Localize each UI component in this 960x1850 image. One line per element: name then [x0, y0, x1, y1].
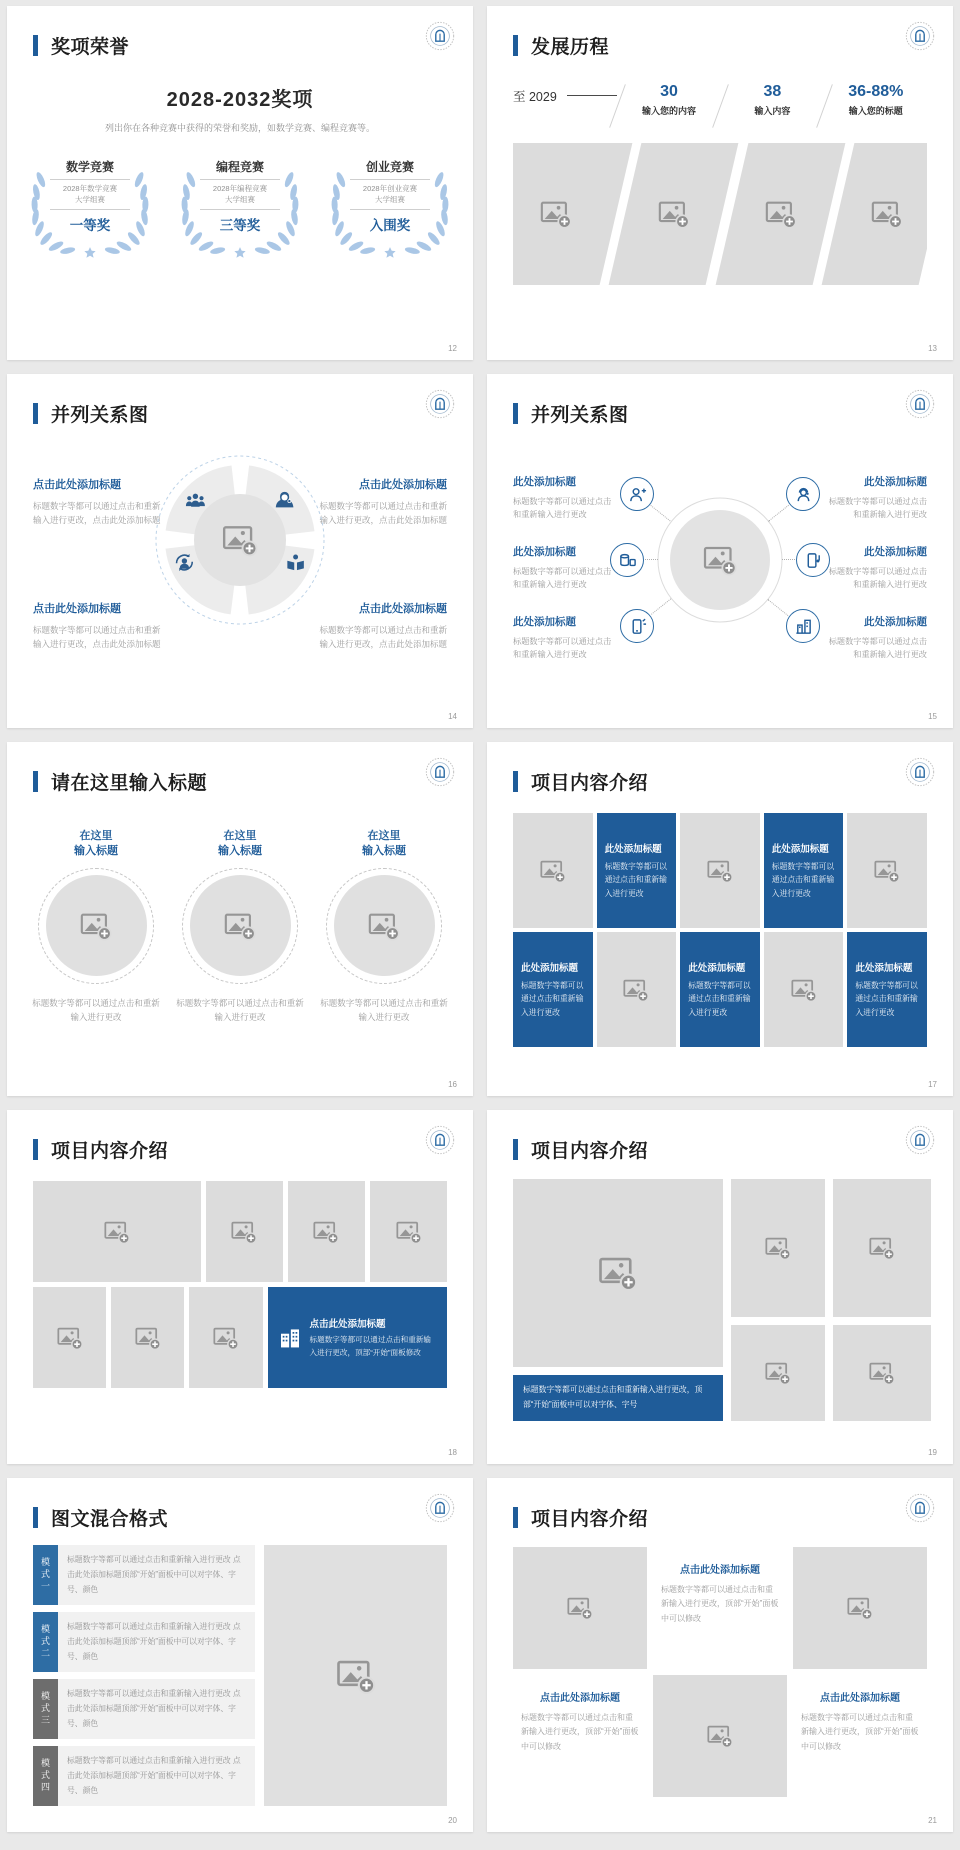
slide-title: 图文混合格式 [51, 1509, 169, 1530]
diagram-area [487, 374, 953, 728]
image-placeholder [731, 1179, 825, 1317]
award-detail: 2028年编程竞赛 大学组赛 [200, 179, 280, 210]
text-box [513, 1675, 647, 1797]
mode-body: 标题数字等都可以通过点击和重新输入进行更改 点击此处添加标题顶部“开始”面板中可以对字体、字号、颜色 [58, 1612, 255, 1672]
icon-bubble [786, 477, 820, 511]
mode-body: 标题数字等都可以通过点击和重新输入进行更改 点击此处添加标题顶部“开始”面板中可以对字体、字号、颜色 [58, 1679, 255, 1739]
text-block [823, 614, 927, 661]
text-block [315, 476, 447, 527]
image-placeholder [46, 875, 147, 976]
box-heading: 点击此处添加标题 [680, 1565, 760, 1576]
block-body: 标题数字等都可以通过点击和重新输入进行更改，点击此处添加标题 [319, 501, 447, 526]
dotted-connector [782, 559, 795, 560]
item-body: 标题数字等都可以通过点击和重新输入进行更改 [176, 997, 304, 1023]
image-add-icon [79, 909, 113, 943]
block-body: 标题数字等都可以通过点击和重新输入进行更改 [513, 636, 612, 659]
block-heading: 此处添加标题 [513, 476, 576, 488]
block-heading: 此处添加标题 [864, 546, 927, 558]
school-emblem-icon [425, 21, 455, 51]
slide-card-12[interactable] [7, 6, 473, 360]
block-body: 标题数字等都可以通过点击和重新输入进行更改，点击此处添加标题 [33, 501, 161, 526]
school-emblem-icon [905, 1125, 935, 1155]
image-placeholder [288, 1181, 365, 1282]
slide-card-13[interactable] [487, 6, 953, 360]
image-placeholder [334, 875, 435, 976]
image-add-icon [706, 1722, 734, 1750]
image-add-icon [622, 976, 650, 1004]
circle-item [320, 829, 448, 1025]
slide-title: 项目内容介绍 [51, 1141, 169, 1162]
stat-label: 输入您的内容 [641, 106, 696, 116]
dotted-connector [645, 559, 658, 560]
block-heading: 点击此处添加标题 [33, 603, 121, 615]
block-body: 标题数字等都可以通过点击和重新输入进行更改 [513, 496, 612, 519]
box-body: 标题数字等都可以通过点击和重新输入进行更改，顶部“开始”面板中可以修改 [661, 1585, 779, 1623]
block-body: 标题数字等都可以通过点击和重新输入进行更改，点击此处添加标题 [319, 625, 447, 650]
image-placeholder [764, 932, 844, 1047]
layout-area [513, 1179, 927, 1431]
award-name: 数学竞赛 [65, 160, 114, 174]
page-number: 19 [928, 1448, 937, 1457]
stat-value: 30 [660, 83, 678, 100]
mode-label-tab: 模式一 [33, 1545, 58, 1605]
block-body: 标题数字等都可以通过点击和重新输入进行更改 [513, 566, 612, 589]
text-box [793, 1675, 927, 1797]
box-heading: 此处添加标题 [855, 962, 913, 974]
stat-item [721, 83, 823, 117]
image-add-icon [706, 857, 734, 885]
image-add-icon [103, 1218, 131, 1246]
award-detail: 2028年数学竞赛 大学组赛 [50, 179, 130, 210]
icon-bubble [620, 609, 654, 643]
stat-value: 38 [763, 83, 782, 100]
text-block [513, 614, 617, 661]
image-placeholder [653, 1675, 787, 1797]
image-add-icon [212, 1324, 240, 1352]
image-add-icon [657, 197, 691, 231]
text-box [653, 1547, 787, 1669]
timeline-row [513, 83, 927, 131]
stat-value: 36-88% [848, 83, 904, 100]
image-add-icon [395, 1218, 423, 1246]
image-add-icon [764, 1234, 792, 1262]
text-block [823, 474, 927, 521]
title-accent-bar [513, 35, 518, 56]
image-add-icon [873, 857, 901, 885]
image-placeholder [513, 1547, 647, 1669]
slide-header [7, 6, 473, 59]
text-block [315, 600, 447, 651]
caption-box: 标题数字等都可以通过点击和重新输入进行更改，顶部“开始”面板中可以对字体、字号 [513, 1375, 723, 1421]
block-heading: 此处添加标题 [513, 616, 576, 628]
image-placeholder [189, 1287, 262, 1388]
box-body: 标题数字等都可以通过点击和重新输入进行更改 [604, 861, 667, 898]
mode-label-tab: 模式二 [33, 1612, 58, 1672]
award-item [23, 150, 157, 270]
image-add-icon [312, 1218, 340, 1246]
phone-music-icon [804, 551, 823, 570]
text-box [513, 932, 593, 1047]
circle-item [32, 829, 160, 1025]
image-placeholder [370, 1181, 447, 1282]
slide-header [487, 1478, 953, 1531]
block-body: 标题数字等都可以通过点击和重新输入进行更改 [828, 636, 927, 659]
box-heading: 点击此处添加标题 [540, 1693, 620, 1704]
image-placeholder [33, 1181, 201, 1282]
slide-title: 请在这里输入标题 [51, 773, 208, 794]
image-add-icon [869, 197, 903, 231]
dashed-ring [326, 868, 442, 984]
box-body: 标题数字等都可以通过点击和重新输入进行更改，顶部“开始”面板中可以修改 [801, 1713, 919, 1751]
box-body: 标题数字等都可以通过点击和重新输入进行更改 [688, 980, 751, 1017]
box-heading: 此处添加标题 [771, 843, 829, 855]
slide-header [7, 742, 473, 795]
mode-body: 标题数字等都可以通过点击和重新输入进行更改 点击此处添加标题顶部“开始”面板中可以对字体、字号、颜色 [58, 1746, 255, 1806]
image-placeholder [847, 813, 927, 928]
box-body: 标题数字等都可以通过点击和重新输入进行更改 [855, 980, 918, 1017]
circle-item [176, 829, 304, 1025]
stat-label: 输入内容 [754, 106, 791, 116]
mode-list [33, 1545, 255, 1806]
title-accent-bar [513, 1507, 518, 1528]
awards-row [7, 150, 473, 270]
award-item [323, 150, 457, 270]
text-box [847, 932, 927, 1047]
page-number: 12 [448, 344, 457, 353]
dashed-ring [182, 868, 298, 984]
image-placeholder [190, 875, 291, 976]
text-box [680, 932, 760, 1047]
block-body: 标题数字等都可以通过点击和重新输入进行更改，点击此处添加标题 [33, 625, 161, 650]
award-prize: 三等奖 [219, 217, 261, 233]
text-block [513, 544, 617, 591]
page-number: 13 [928, 344, 937, 353]
stat-item [825, 83, 927, 117]
image-add-icon [539, 197, 573, 231]
icon-bubble [620, 477, 654, 511]
slide-header [7, 1110, 473, 1163]
phone-chat-icon [628, 617, 647, 636]
circle-columns [7, 829, 473, 1025]
center-circle [654, 494, 786, 626]
stat-label: 输入您的标题 [848, 106, 903, 116]
mode-body: 标题数字等都可以通过点击和重新输入进行更改 点击此处添加标题顶部“开始”面板中可以对字体、字号、颜色 [58, 1545, 255, 1605]
title-accent-bar [33, 1507, 38, 1528]
image-placeholder [206, 1181, 283, 1282]
box-content [310, 1316, 438, 1360]
page-number: 16 [448, 1080, 457, 1089]
highlight-text-box [268, 1287, 448, 1388]
image-placeholder [111, 1287, 184, 1388]
box-body: 标题数字等都可以通过点击和重新输入进行更改 [771, 861, 835, 898]
slide-header [487, 1110, 953, 1163]
slide-card-19[interactable] [487, 1110, 953, 1464]
image-placeholder [513, 813, 593, 928]
mode-label-tab: 模式三 [33, 1679, 58, 1739]
image-add-icon [868, 1234, 896, 1262]
title-accent-bar [513, 1139, 518, 1160]
mode-row [33, 1746, 255, 1806]
slide-header [7, 1478, 473, 1531]
image-placeholder [264, 1545, 447, 1806]
award-detail: 2028年创业竞赛 大学组赛 [350, 179, 430, 210]
award-name: 编程竞赛 [215, 160, 264, 174]
page-number: 20 [448, 1816, 457, 1825]
image-add-icon [335, 1655, 377, 1697]
page-number: 21 [928, 1816, 937, 1825]
image-add-icon [764, 1359, 792, 1387]
title-accent-bar [33, 1139, 38, 1160]
title-accent-bar [513, 771, 518, 792]
storage-icon [618, 551, 637, 570]
block-heading: 点击此处添加标题 [33, 479, 121, 491]
award-name: 创业竞赛 [365, 160, 414, 174]
grid-row [33, 1181, 447, 1282]
box-heading: 此处添加标题 [688, 962, 746, 974]
slide-card-18[interactable] [7, 1110, 473, 1464]
text-block [33, 476, 165, 527]
image-add-icon [868, 1359, 896, 1387]
box-body: 标题数字等都可以通过点击和重新输入进行更改 [521, 980, 584, 1017]
page-number: 14 [448, 712, 457, 721]
timeline-line [567, 95, 617, 96]
slide-title: 发展历程 [531, 37, 610, 58]
mode-row [33, 1545, 255, 1605]
image-placeholder [833, 1325, 931, 1421]
mode-row [33, 1612, 255, 1672]
title-accent-bar [33, 771, 38, 792]
box-heading: 此处添加标题 [604, 843, 662, 855]
block-heading: 点击此处添加标题 [359, 479, 447, 491]
block-body: 标题数字等都可以通过点击和重新输入进行更改 [828, 566, 927, 589]
slide-title: 项目内容介绍 [531, 1509, 649, 1530]
icon-bubble [796, 543, 830, 577]
awards-subtitle: 列出你在各种竞赛中获得的荣誉和奖励，如数学竞赛、编程竞赛等。 [104, 123, 375, 133]
slide-header [487, 742, 953, 795]
image-add-icon [56, 1324, 84, 1352]
award-prize: 一等奖 [69, 217, 111, 233]
block-heading: 此处添加标题 [864, 476, 927, 488]
image-placeholder [793, 1547, 927, 1669]
item-heading: 在这里 输入标题 [74, 830, 118, 857]
page-number: 17 [928, 1080, 937, 1089]
icon-bubble [786, 609, 820, 643]
timeline-stats [617, 83, 927, 129]
diagram-area [7, 374, 473, 728]
image-add-icon [790, 976, 818, 1004]
block-heading: 此处添加标题 [513, 546, 576, 558]
building-icon [794, 617, 813, 636]
item-heading: 在这里 输入标题 [362, 830, 406, 857]
slide-title: 项目内容介绍 [531, 1141, 649, 1162]
box-heading: 点击此处添加标题 [309, 1318, 386, 1330]
buildings-icon [278, 1326, 302, 1350]
mixed-layout [33, 1545, 447, 1806]
slide-card-20[interactable] [7, 1478, 473, 1832]
slide-title: 奖项荣誉 [51, 37, 130, 58]
text-box [597, 813, 677, 928]
award-prize: 入围奖 [369, 217, 411, 233]
slide-title: 并列关系图 [51, 405, 149, 426]
text-block [513, 474, 617, 521]
school-emblem-icon [905, 21, 935, 51]
awards-heading: 2028-2032奖项 [166, 89, 314, 111]
school-emblem-icon [905, 757, 935, 787]
award-item [173, 150, 307, 270]
image-add-icon [134, 1324, 162, 1352]
slide-card-15[interactable] [487, 374, 953, 728]
image-add-icon [763, 197, 797, 231]
stat-item [618, 83, 720, 117]
checkerboard-grid [513, 813, 927, 1047]
user-headset-icon [794, 485, 813, 504]
item-heading: 在这里 输入标题 [218, 830, 262, 857]
text-box [764, 813, 844, 928]
block-body: 标题数字等都可以通过点击和重新输入进行更改 [828, 496, 927, 519]
text-block [823, 544, 927, 591]
mosaic-grid [33, 1181, 447, 1388]
slide-title: 并列关系图 [531, 405, 629, 426]
image-strip [513, 143, 927, 285]
image-placeholder [597, 932, 677, 1047]
page-number: 15 [928, 712, 937, 721]
image-placeholder [680, 813, 760, 928]
image-placeholder [33, 1287, 106, 1388]
slide-card-17[interactable] [487, 742, 953, 1096]
mode-label-tab: 模式四 [33, 1746, 58, 1806]
grid-row [33, 1287, 447, 1388]
image-add-icon [846, 1594, 874, 1622]
block-heading: 此处添加标题 [864, 616, 927, 628]
box-body: 标题数字等都可以通过点击和重新输入进行更改，顶部“开始”面板中可以修改 [521, 1713, 639, 1751]
user-plus-icon [628, 485, 647, 504]
slide-title: 项目内容介绍 [531, 773, 649, 794]
mode-row [33, 1679, 255, 1739]
slide-card-16[interactable] [7, 742, 473, 1096]
image-add-icon [367, 909, 401, 943]
box-heading: 此处添加标题 [521, 962, 579, 974]
ring-diagram [152, 452, 328, 628]
school-emblem-icon [905, 1493, 935, 1523]
title-accent-bar [33, 35, 38, 56]
text-block [33, 600, 165, 651]
box-heading: 点击此处添加标题 [820, 1693, 900, 1704]
image-placeholder [513, 1179, 723, 1367]
block-heading: 点击此处添加标题 [359, 603, 447, 615]
slide-header [487, 6, 953, 59]
item-body: 标题数字等都可以通过点击和重新输入进行更改 [32, 997, 160, 1023]
image-add-icon [597, 1252, 639, 1294]
icon-bubble [610, 543, 644, 577]
image-add-icon [539, 857, 567, 885]
image-add-icon [223, 909, 257, 943]
timeline-label: 至 2029 [513, 90, 557, 104]
school-emblem-icon [425, 757, 455, 787]
image-add-icon [566, 1594, 594, 1622]
page-number: 18 [448, 1448, 457, 1457]
school-emblem-icon [425, 1125, 455, 1155]
box-body: 标题数字等都可以通过点击和重新输入进行更改，顶部“开始”面板修改 [309, 1334, 432, 1357]
slide-card-14[interactable] [7, 374, 473, 728]
image-add-icon [230, 1218, 258, 1246]
checkerboard-grid [513, 1547, 927, 1797]
image-placeholder [731, 1325, 825, 1421]
image-placeholder [833, 1179, 931, 1317]
school-emblem-icon [425, 1493, 455, 1523]
item-body: 标题数字等都可以通过点击和重新输入进行更改 [320, 997, 448, 1023]
slide-card-21[interactable] [487, 1478, 953, 1832]
dashed-ring [38, 868, 154, 984]
